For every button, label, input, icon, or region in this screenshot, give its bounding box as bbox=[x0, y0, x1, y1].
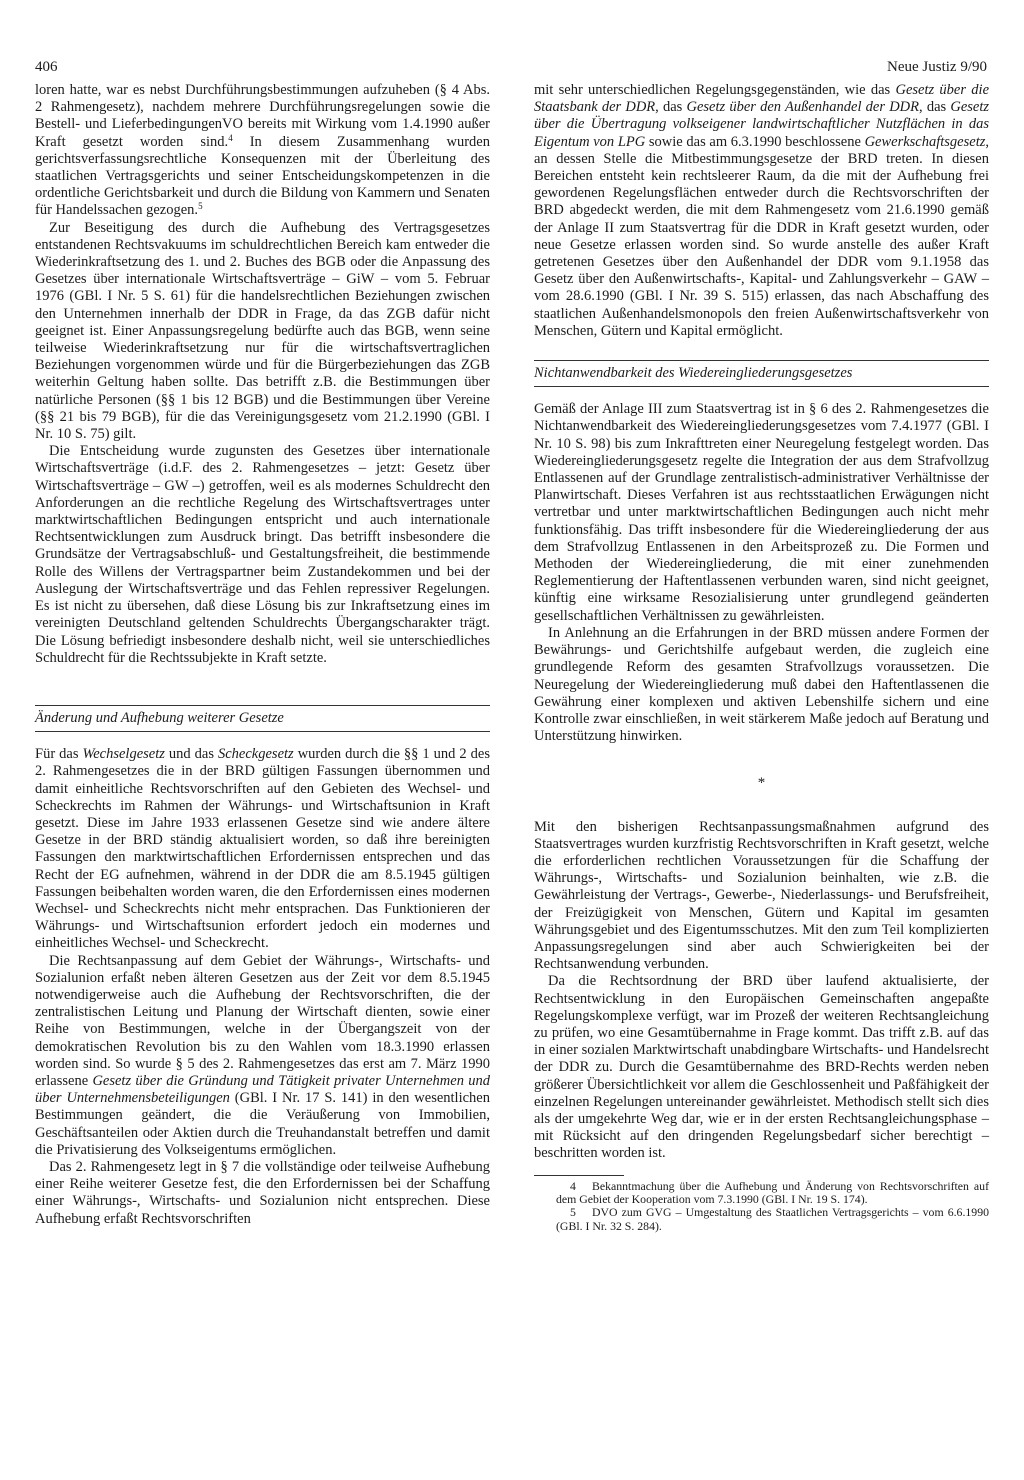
footnote bbox=[534, 1180, 989, 1207]
paragraph: Da die Rechtsordnung der BRD über laufend aktualisierte, der Rechtsentwicklung in den Europäischen Gemeinschaften angepaßte Regelungskomplexe verfügt, war im Prozeß der weiteren Rechtsangleichung zu prüfen, wo eine Gesamtübernahme in Frage kommt. Das trifft z.B. auf das in einer sozialen Marktwirtschaft unabdingbare Wirtschafts- und Handelsrecht der DDR zu. Durch die Gesamtübernahme des BRD-Rechts werden neben größerer Übersichtlichkeit vor allem die Geschlossenheit und Paßfähigkeit der einzelnen Regelungen untereinander gewährleistet. Methodisch stellt sich dies als der umgekehrte Weg dar, wie er in der ersten Rechtsangleichungsphase – mit Rücksicht auf den dringenden Regelungsbedarf sicher berechtigt – beschritten worden ist. bbox=[534, 973, 989, 1162]
footnote-text: DVO zum GVG – Umgestaltung des Staatlichen Vertragsgerichts – vom 6.6.1990 (GBl. I Nr. 32 S. 284). bbox=[556, 1205, 989, 1233]
paragraph: Die Entscheidung wurde zugunsten des Gesetzes über internationale Wirtschaftsverträge (i.d.F. des 2. Rahmengesetzes – jetzt: Gesetz über Wirtschaftsverträge – GW –) getroffen, weil es als modernes Schuldrecht den Anforderungen an die rechtliche Regelung des Wirtschaftsvertrages unter marktwirtschaftlichen Bedingungen entspricht und auch internationale Rechtsentwicklungen zum Ausdruck bringt. Das betrifft insbesondere die Grundsätze der Vertragsabschluß- und Gestaltungsfreiheit, die bestimmende Rolle des Willens der Vertragspartner beim Zustandekommen und bei der Auslegung der Wirtschaftsverträge und das Fehlen repressiver Regelungen. Es ist nicht zu übersehen, daß diese Lösung bis zur Inkraftsetzung eines im vereinigten Deutschland geltenden Schuldrechts Übergangscharakter trägt. Die Lösung befriedigt insbesondere deshalb nicht, weil sie unterschiedliches Schuldrecht für die Rechtssubjekte in Kraft setzte. bbox=[35, 443, 490, 666]
paragraph-text: , an dessen Stelle die Mitbestimmungsgesetze der BRD treten. In diesen Bereichen entsteht kein rechtsleerer Raum, da die mit der Aufhebung frei gewordenen Regelungsflächen entweder durch die Rechtsvorschriften der BRD abgedeckt werden, die mit dem Rahmengesetz vom 21.6.1990 gemäß der Anlage II zum Staatsvertrag für die DDR in Kraft gesetzt wurden, oder neue Gesetze erlassen worden sind. So wurde anstelle des außer Kraft getretenen Gesetzes über den Außenhandel der DDR vom 9.1.1958 das Gesetz über den Außenwirtschafts-, Kapital- und Zahlungsverkehr – GAW – vom 28.6.1990 (GBl. I Nr. 39 S. 515) erlassen, das nach Abschaffung des staatlichen Außenhandelsmonopols den freien Außenwirtschaftsverkehr von Menschen, Gütern und Kapital ermöglicht. bbox=[534, 133, 989, 339]
law-title: Gesetz über die Übertragung volkseigener landwirtschaftlicher Nutzflächen in das Eigentum von LPG bbox=[534, 99, 990, 150]
law-title: Gesetz über die Gründung und Tätigkeit privater Unternehmen und über Unternehmensbeteiligungen bbox=[35, 1072, 490, 1107]
section-heading-box bbox=[534, 360, 989, 387]
law-title: Gewerkschaftsgesetz bbox=[864, 133, 986, 150]
left-column bbox=[35, 82, 490, 1228]
paragraph-text: (GBl. I Nr. 17 S. 141) in den wesentlichen Bestimmungen geändert, die die Veräußerung von Immobilien, Geschäftsanteilen oder Aktien durch die Treuhandanstalt betreffen und damit die Privatisierung des Volkseigentums ermöglichen. bbox=[35, 1090, 490, 1158]
footnote-ref: 5 bbox=[198, 201, 203, 212]
paragraph-text: sowie das am 6.3.1990 beschlossene bbox=[645, 133, 865, 150]
paragraph: Mit den bisherigen Rechtsanpassungsmaßnahmen aufgrund des Staatsvertrages wurden kurzfristig Rechtsvorschriften in Kraft gesetzt, welche die erforderlichen rechtlichen Voraussetzungen für die Schaffung der Währungs-, Wirtschafts- und Sozialunion beinhalten, wie z.B. die Gewährleistung der Vertrags-, Gewerbe-, Niederlassungs- und Berufsfreiheit, der Freizügigkeit von Menschen, Gütern und Kapital im gesamten Währungsgebiet und des Eigentumsschutzes. Mit den zum Teil komplizierten Anpassungsregelungen sind aber auch Schwierigkeiten bei der Rechtsanwendung verbunden. bbox=[534, 818, 989, 973]
paragraph-text: loren hatte, war es nebst Durchführungsbestimmungen aufzuheben (§ 4 Abs. 2 Rahmengesetz), nachdem mehrere Durchführungsregelungen sowie die Bestell- und LieferbedingungenVO bereits mit Wirkung vom 1.4.1990 außer Kraft gesetzt worden sind. bbox=[35, 82, 490, 150]
paragraph bbox=[534, 82, 989, 340]
paragraph-text: , das bbox=[655, 99, 687, 116]
section-title: Änderung und Aufhebung weiterer Gesetze bbox=[35, 709, 284, 726]
paragraph-text: und das bbox=[164, 746, 218, 763]
footnote-text: Bekanntmachung über die Aufhebung und Änderung von Rechtsvorschriften auf dem Gebiet der Kooperation vom 7.3.1990 (GBl. I Nr. 19 S. 174). bbox=[556, 1178, 989, 1206]
paragraph-text: Die Rechtsanpassung auf dem Gebiet der Währungs-, Wirtschafts- und Sozialunion erfaßt neben älteren Gesetzen aus der Zeit vor dem 8.5.1945 notwendigerweise auch die Aufhebung der Rechtsvorschriften, die der zentralistischen Leitung und Planung der Wirtschaft dienten, sowie einer Reihe von Bestimmungen, welche in der Übergangszeit von der demokratischen Revolution bis zu den Wahlen vom 18.3.1990 erlassen worden sind. So wurde § 5 des 2. Rahmengesetzes das erst am 7. März 1990 erlassene bbox=[35, 952, 490, 1089]
paragraph: Gemäß der Anlage III zum Staatsvertrag ist in § 6 des 2. Rahmengesetzes die Nichtanwendbarkeit des Wiedereingliederungsgesetzes vom 7.4.1977 (GBl. I Nr. 10 S. 98) bis zum Inkrafttreten einer Neuregelung festgelegt worden. Das Wiedereingliederungsgesetz regelte die Integration der aus dem Strafvollzug Entlassenen auf der Grundlage zentralistisch-administrativer Verhältnisse der Planwirtschaft. Dieses Verfahren ist aus rechtsstaatlichen Erwägungen nicht vertretbar und unter marktwirtschaftlichen Bedingungen auch nicht mehr funktionsfähig. Das trifft insbesondere für die Wiedereingliederung der aus dem Strafvollzug Entlassenen in den Arbeitsprozeß zu. Die Formen und Methoden der Wiedereingliederung, die mit einer zunehmenden Reglementierung der Haftentlassenen verbunden waren, sind nicht geeignet, künftig eine wirksame Resozialisierung unter grundlegend geänderten gesellschaftlichen Verhältnissen zu gewährleisten. bbox=[534, 401, 989, 624]
law-title: Gesetz über die Staatsbank der DDR bbox=[534, 82, 990, 116]
paragraph bbox=[35, 82, 490, 220]
section-separator: * bbox=[757, 775, 766, 792]
footnote-number: 4 bbox=[570, 1178, 576, 1193]
law-title: Wechselgesetz bbox=[82, 746, 165, 763]
paragraph-text: wurden durch die §§ 1 und 2 des 2. Rahmengesetzes die in der BRD gültigen Fassungen übernommen und damit einheitliche Rechtsvorschriften auf den Gebieten des Wechsel- und Scheckrechts im Rahmen der Währungs- und Wirtschaftsunion in Kraft gesetzt. Diese im Jahre 1933 erlassenen Gesetze sind wie andere ältere Gesetze in der BRD ständig aktualisiert worden, so daß ihre bereinigten Fassungen den marktwirtschaftlichen Erfordernissen entsprechen und das Recht der EG aufnehmen, während in der DDR die am 8.5.1945 gültigen Fassungen beibehalten worden waren, die den Erfordernissen eines modernen Wechsel- und Scheckrechts nicht mehr entsprachen. Das Funktionieren der Währungs- und Wirtschaftsunion erfordert jedoch ein modernes und einheitliches Wechsel- und Scheckrecht. bbox=[35, 746, 490, 952]
paragraph: Zur Beseitigung des durch die Aufhebung des Vertragsgesetzes entstandenen Rechtsvakuums im schuldrechtlichen Bereich kam entweder die Wiederinkraftsetzung des 1. und 2. Buches des BGB oder die Anpassung des Gesetzes über internationale Wirtschaftsverträge – GiW – vom 5. Februar 1976 (GBl. I Nr. 5 S. 61) für die handelsrechtlichen Beziehungen zwischen den Unternehmen innerhalb der DDR in Frage, da das ZGB dafür nicht geeignet ist. Einer Anpassungsregelung bedürfte auch das BGB, wenn seine teilweise Wiederinkraftsetzung nur für die wirtschaftsvertraglichen Beziehungen vorgenommen würde und für die Bürgerbeziehungen das ZGB weiterhin Geltung haben sollte. Das betrifft z.B. die Bestimmungen über natürliche Personen (§§ 1 bis 12 BGB) und die Bestimmungen über Vereine (§§ 21 bis 79 BGB), für die das Vereinigungsgesetz vom 21.2.1990 (GBl. I Nr. 10 S. 75) gilt. bbox=[35, 219, 490, 443]
paragraph-text: Für das bbox=[35, 746, 83, 763]
paragraph-text: In diesem Zusammenhang wurden gerichtsverfassungsrechtliche Konsequenzen mit der Überleitung des staatlichen Vertragsgerichts und seiner Entscheidungskompetenzen in die ordentliche Gerichtsbarkeit und durch die Bildung von Kammern und Senaten für Handelssachen gezogen. bbox=[35, 133, 490, 219]
footnote bbox=[534, 1206, 989, 1233]
page-number: 406 bbox=[35, 59, 58, 75]
paragraph: Das 2. Rahmengesetz legt in § 7 die vollständige oder teilweise Aufhebung einer Reihe weiterer Gesetze fest, die den Erfordernissen bei der Schaffung einer Währungs-, Wirtschafts- und Sozialunion nicht entsprechen. Diese Aufhebung erfaßt Rechtsvorschriften bbox=[35, 1158, 490, 1227]
paragraph-text: , das bbox=[919, 99, 951, 116]
paragraph bbox=[35, 953, 490, 1159]
footnote-divider bbox=[534, 1175, 624, 1176]
footnote-ref: 4 bbox=[228, 132, 233, 143]
section-heading-box bbox=[35, 705, 490, 732]
journal-issue: Neue Justiz 9/90 bbox=[887, 59, 987, 75]
right-column bbox=[534, 82, 989, 1233]
footnote-number: 5 bbox=[570, 1205, 576, 1220]
law-title: Gesetz über den Außenhandel der DDR bbox=[686, 99, 919, 116]
paragraph: In Anlehnung an die Erfahrungen in der BRD müssen andere Formen der Bewährungs- und Gerichtshilfe aufgebaut werden, die zugleich eine grundlegende Reform des gesamten Strafvollzugs voraussetzen. Die Neuregelung der Wiedereingliederung muß dabei den Haftentlassenen die Gewährung einer komplexen und aktiven Lebenshilfe sichern und eine Kontrolle zwar einschließen, in weit stärkerem Maße jedoch auf Beratung und Unterstützung hinwirken. bbox=[534, 624, 989, 745]
section-title: Nichtanwendbarkeit des Wiedereingliederungsgesetzes bbox=[534, 365, 853, 382]
law-title: Scheckgesetz bbox=[218, 746, 294, 763]
paragraph bbox=[35, 746, 490, 952]
paragraph-text: mit sehr unterschiedlichen Regelungsgegenständen, wie das bbox=[534, 82, 896, 98]
